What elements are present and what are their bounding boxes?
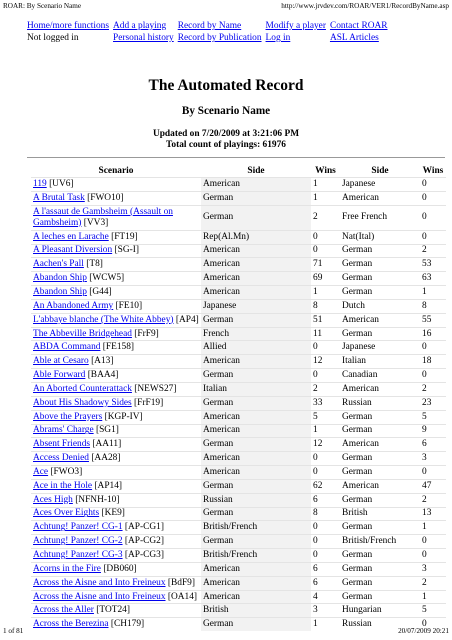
side2-cell: Russian: [340, 396, 420, 410]
side1-cell: American: [201, 244, 311, 258]
table-row: [31, 535, 446, 549]
wins1-cell: 11: [311, 327, 340, 341]
wins1-cell: 5: [311, 410, 340, 424]
table-row: [31, 410, 446, 424]
wins1-cell: 0: [311, 230, 340, 244]
scenario-link[interactable]: Able at Cesaro: [33, 356, 89, 367]
scenario-cell: [31, 466, 201, 480]
wins1-cell: 4: [311, 590, 340, 604]
side1-cell: American: [201, 562, 311, 576]
record-table: [31, 165, 446, 631]
side1-cell: American: [201, 258, 311, 272]
side2-cell: German: [340, 452, 420, 466]
wins2-cell: 16: [420, 327, 446, 341]
side1-cell: German: [201, 438, 311, 452]
scenario-link[interactable]: Aachen's Pall: [33, 259, 84, 270]
scenario-cell: [31, 521, 201, 535]
side1-cell: German: [201, 369, 311, 383]
updated-line: Updated on 7/20/2009 at 3:21:06 PM: [152, 129, 300, 139]
wins1-cell: 0: [311, 244, 340, 258]
scenario-code: [NEWS27]: [131, 383, 177, 394]
scenario-code: [AP-CG2]: [122, 536, 164, 547]
table-row: [31, 355, 446, 369]
side2-cell: German: [340, 521, 420, 535]
scenario-cell: [31, 299, 201, 313]
print-footer: [3, 627, 449, 638]
scenario-cell: [31, 230, 201, 244]
scenario-link[interactable]: A Brutal Task: [33, 192, 85, 203]
wins1-cell: 2: [311, 205, 340, 230]
table-row: [31, 191, 446, 205]
scenario-cell: [31, 507, 201, 521]
side1-cell: American: [201, 410, 311, 424]
scenario-code: [KGP-IV]: [102, 411, 143, 422]
scenario-link[interactable]: An Abandoned Army: [33, 300, 114, 311]
side1-cell: American: [201, 286, 311, 300]
wins2-cell: 23: [420, 396, 446, 410]
scenario-code: [FrF9]: [131, 328, 159, 339]
table-row: [31, 205, 446, 230]
col-scenario: Scenario: [98, 166, 134, 176]
scenario-code: [AA11]: [90, 439, 122, 450]
wins1-cell: 71: [311, 258, 340, 272]
side2-cell: American: [340, 191, 420, 205]
scenario-cell: [31, 604, 201, 618]
table-row: [31, 369, 446, 383]
page-title: The Automated Record: [148, 77, 304, 94]
side1-cell: German: [201, 618, 311, 631]
scenario-code: [T8]: [83, 259, 103, 270]
wins2-cell: 9: [420, 424, 446, 438]
scenario-cell: [31, 313, 201, 327]
scenario-code: [FT19]: [108, 231, 138, 242]
side2-cell: Nat(Ital): [340, 230, 420, 244]
nav-contact-link[interactable]: Contact ROAR: [329, 21, 388, 31]
side1-cell: German: [201, 507, 311, 521]
nav-personal-history-link[interactable]: Personal history: [113, 33, 174, 43]
wins2-cell: 63: [420, 272, 446, 286]
wins1-cell: 0: [311, 369, 340, 383]
side2-cell: German: [340, 272, 420, 286]
side1-cell: American: [201, 452, 311, 466]
wins1-cell: 6: [311, 576, 340, 590]
scenario-cell: [31, 382, 201, 396]
side1-cell: American: [201, 272, 311, 286]
table-row: [31, 562, 446, 576]
scenario-code: [SG-I]: [112, 245, 139, 256]
scenario-link[interactable]: Ace: [33, 466, 49, 477]
table-row: [31, 286, 446, 300]
table-header-row: [31, 165, 446, 178]
wins2-cell: 2: [420, 493, 446, 507]
wins2-cell: 0: [420, 230, 446, 244]
side2-cell: German: [340, 590, 420, 604]
side1-cell: British/French: [201, 521, 311, 535]
scenario-cell: [31, 410, 201, 424]
table-row: [31, 272, 446, 286]
wins1-cell: 8: [311, 507, 340, 521]
side2-cell: British: [340, 507, 420, 521]
scenario-cell: [31, 549, 201, 563]
side1-cell: American: [201, 178, 311, 192]
scenario-link[interactable]: About His Shadowy Sides: [33, 397, 132, 408]
table-row: [31, 313, 446, 327]
wins2-cell: 53: [420, 258, 446, 272]
side2-cell: German: [340, 424, 420, 438]
print-header-title: ROAR: By Scenario Name: [3, 2, 82, 10]
scenario-code: [FE10]: [113, 300, 143, 311]
wins1-cell: 62: [311, 479, 340, 493]
wins1-cell: 1: [311, 178, 340, 192]
scenario-link[interactable]: Abandon Ship: [33, 286, 87, 297]
side2-cell: Dutch: [340, 299, 420, 313]
scenario-code: [FWO3]: [48, 466, 83, 477]
scenario-cell: [31, 590, 201, 604]
nav-login-link[interactable]: Log in: [265, 33, 291, 43]
table-row: [31, 244, 446, 258]
side2-cell: American: [340, 313, 420, 327]
side1-cell: German: [201, 313, 311, 327]
table-row: [31, 178, 446, 192]
side1-cell: German: [201, 396, 311, 410]
scenario-code: [WCW5]: [86, 273, 125, 284]
side2-cell: German: [340, 327, 420, 341]
scenario-code: [KE9]: [99, 508, 125, 519]
scenario-link[interactable]: A l'assaut de Gambsheim (Assault on Gambsheim): [33, 206, 173, 228]
scenario-cell: [31, 191, 201, 205]
wins2-cell: 2: [420, 244, 446, 258]
wins2-cell: 0: [420, 549, 446, 563]
scenario-cell: [31, 178, 201, 192]
scenario-cell: [31, 244, 201, 258]
scenario-link[interactable]: Ace in the Hole: [33, 480, 93, 491]
wins1-cell: 6: [311, 493, 340, 507]
scenario-link[interactable]: An Aborted Counterattack: [33, 383, 132, 394]
count-line: Total count of playings: 61976: [166, 140, 286, 150]
side1-cell: German: [201, 205, 311, 230]
side2-cell: German: [340, 244, 420, 258]
scenario-code: [AP-CG1]: [122, 522, 164, 533]
wins2-cell: 0: [420, 191, 446, 205]
table-row: [31, 507, 446, 521]
wins1-cell: 6: [311, 562, 340, 576]
side2-cell: American: [340, 438, 420, 452]
wins2-cell: 1: [420, 521, 446, 535]
side2-cell: Hungarian: [340, 604, 420, 618]
nav-record-by-publication-link[interactable]: Record by Publication: [177, 33, 262, 43]
scenario-code: [NFNH-10]: [72, 494, 120, 505]
side2-cell: American: [340, 382, 420, 396]
wins2-cell: 0: [420, 369, 446, 383]
scenario-cell: [31, 493, 201, 507]
scenario-cell: [31, 369, 201, 383]
side2-cell: Russian: [340, 618, 420, 631]
table-body: [31, 178, 446, 632]
side2-cell: German: [340, 549, 420, 563]
table-row: [31, 576, 446, 590]
nav-home-link[interactable]: Home/more functions: [27, 21, 110, 31]
update-info: [0, 129, 452, 151]
scenario-cell: [31, 286, 201, 300]
col-wins2: Wins: [422, 166, 444, 176]
wins2-cell: 6: [420, 438, 446, 452]
side1-cell: Italian: [201, 382, 311, 396]
side2-cell: Japanese: [340, 178, 420, 192]
scenario-code: [CH179]: [108, 619, 145, 630]
scenario-link[interactable]: Across the Aisne and Into Freineux: [33, 591, 166, 602]
page-subtitle: By Scenario Name: [181, 105, 271, 117]
side1-cell: American: [201, 355, 311, 369]
side2-cell: Free French: [340, 205, 420, 230]
scenario-link[interactable]: Aces High: [33, 494, 73, 505]
side1-cell: American: [201, 576, 311, 590]
wins1-cell: 33: [311, 396, 340, 410]
table-row: [31, 479, 446, 493]
scenario-code: [BdF9]: [165, 577, 195, 588]
wins2-cell: 5: [420, 604, 446, 618]
wins1-cell: 0: [311, 549, 340, 563]
scenario-code: [OA14]: [165, 591, 198, 602]
wins2-cell: 18: [420, 355, 446, 369]
wins2-cell: 1: [420, 590, 446, 604]
table-row: [31, 452, 446, 466]
wins2-cell: 13: [420, 507, 446, 521]
side2-cell: German: [340, 493, 420, 507]
scenario-link[interactable]: Above the Prayers: [33, 411, 103, 422]
side1-cell: American: [201, 466, 311, 480]
side2-cell: German: [340, 576, 420, 590]
scenario-cell: [31, 327, 201, 341]
scenario-code: [BAA4]: [85, 370, 119, 381]
table-row: [31, 549, 446, 563]
wins1-cell: 8: [311, 299, 340, 313]
table-row: [31, 604, 446, 618]
scenario-code: [FWO10]: [84, 192, 124, 203]
scenario-cell: [31, 479, 201, 493]
table-row: [31, 341, 446, 355]
scenario-code: [AP4]: [173, 314, 199, 325]
wins1-cell: 0: [311, 521, 340, 535]
wins2-cell: 0: [420, 466, 446, 480]
side2-cell: German: [340, 562, 420, 576]
wins1-cell: 51: [311, 313, 340, 327]
wins2-cell: 0: [420, 618, 446, 631]
scenario-link[interactable]: Across the Aisne and Into Freineux: [33, 577, 166, 588]
wins1-cell: 12: [311, 355, 340, 369]
scenario-link[interactable]: Access Denied: [33, 453, 89, 464]
col-side1: Side: [247, 166, 265, 176]
scenario-link[interactable]: Across the Berezina: [33, 619, 109, 630]
scenario-code: [AP-CG3]: [122, 550, 164, 561]
scenario-link[interactable]: ABDA Command: [33, 342, 101, 353]
side1-cell: British: [201, 604, 311, 618]
scenario-cell: [31, 341, 201, 355]
wins1-cell: 0: [311, 466, 340, 480]
wins1-cell: 1: [311, 191, 340, 205]
scenario-cell: [31, 272, 201, 286]
scenario-link[interactable]: Absent Friends: [33, 439, 91, 450]
side1-cell: American: [201, 424, 311, 438]
scenario-cell: [31, 438, 201, 452]
wins1-cell: 0: [311, 452, 340, 466]
side1-cell: Russian: [201, 493, 311, 507]
wins1-cell: 1: [311, 424, 340, 438]
table-row: [31, 382, 446, 396]
print-header-url: http://www.jrvdev.com/ROAR/VER1/RecordByName.asp: [281, 2, 449, 10]
wins1-cell: 0: [311, 535, 340, 549]
wins2-cell: 0: [420, 535, 446, 549]
side2-cell: Italian: [340, 355, 420, 369]
scenario-code: [FE158]: [100, 342, 135, 353]
scenario-code: [G44]: [86, 286, 112, 297]
scenario-code: [TOT24]: [93, 605, 130, 616]
page-count: 1 of 81: [3, 627, 24, 635]
wins1-cell: 12: [311, 438, 340, 452]
side1-cell: German: [201, 191, 311, 205]
scenario-link[interactable]: Across the Aller: [33, 605, 94, 616]
table-row: [31, 424, 446, 438]
side1-cell: French: [201, 327, 311, 341]
wins1-cell: 2: [311, 382, 340, 396]
login-status: Not logged in: [27, 33, 79, 43]
side2-cell: Canadian: [340, 369, 420, 383]
wins2-cell: 5: [420, 410, 446, 424]
scenario-link[interactable]: Achtung! Panzer! CG-2: [33, 536, 123, 547]
scenario-cell: [31, 576, 201, 590]
side1-cell: Rep(Al.Mn): [201, 230, 311, 244]
nav-asl-articles-link[interactable]: ASL Articles: [329, 33, 379, 43]
side2-cell: German: [340, 466, 420, 480]
scenario-link[interactable]: Abandon Ship: [33, 273, 87, 284]
scenario-code: [A13]: [88, 356, 114, 367]
scenario-link[interactable]: A Pleasant Diversion: [33, 245, 113, 256]
table-row: [31, 230, 446, 244]
wins2-cell: 47: [420, 479, 446, 493]
table-row: [31, 396, 446, 410]
wins2-cell: 0: [420, 205, 446, 230]
table-row: [31, 590, 446, 604]
wins2-cell: 2: [420, 382, 446, 396]
scenario-code: [SG1]: [93, 425, 119, 436]
wins1-cell: 69: [311, 272, 340, 286]
side2-cell: Japanese: [340, 341, 420, 355]
scenario-code: [AA28]: [88, 453, 121, 464]
col-wins1: Wins: [315, 166, 336, 176]
side1-cell: British/French: [201, 549, 311, 563]
nav-modify-player-link[interactable]: Modify a player: [265, 21, 326, 31]
scenario-code: [AP14]: [92, 480, 123, 491]
table-row: [31, 466, 446, 480]
side2-cell: American: [340, 479, 420, 493]
scenario-link[interactable]: The Abbeville Bridgehead: [33, 328, 132, 339]
scenario-cell: [31, 535, 201, 549]
side1-cell: Allied: [201, 341, 311, 355]
print-timestamp: 20/07/2009 20:21: [398, 627, 449, 635]
divider: [27, 157, 445, 158]
scenario-link[interactable]: Achtung! Panzer! CG-1: [33, 522, 123, 533]
scenario-link[interactable]: A leches en Larache: [33, 231, 109, 242]
nav-add-playing-link[interactable]: Add a playing: [113, 21, 167, 31]
print-header: [3, 2, 449, 13]
table-row: [31, 299, 446, 313]
scenario-cell: [31, 424, 201, 438]
side2-cell: German: [340, 286, 420, 300]
scenario-code: [DB060]: [100, 563, 137, 574]
wins2-cell: 3: [420, 452, 446, 466]
side1-cell: Japanese: [201, 299, 311, 313]
side1-cell: German: [201, 479, 311, 493]
wins1-cell: 0: [311, 341, 340, 355]
wins2-cell: 0: [420, 178, 446, 192]
col-side2: Side: [371, 166, 389, 176]
scenario-cell: [31, 258, 201, 272]
scenario-link[interactable]: L'abbaye blanche (The White Abbey): [33, 314, 174, 325]
scenario-link[interactable]: Achtung! Panzer! CG-3: [33, 550, 123, 561]
scenario-link[interactable]: Acorns in the Fire: [33, 563, 101, 574]
wins2-cell: 0: [420, 341, 446, 355]
scenario-cell: [31, 452, 201, 466]
nav-table: [27, 20, 392, 44]
wins2-cell: 8: [420, 299, 446, 313]
scenario-link[interactable]: Able Forward: [33, 370, 86, 381]
wins1-cell: 3: [311, 604, 340, 618]
wins2-cell: 3: [420, 562, 446, 576]
wins1-cell: 1: [311, 286, 340, 300]
scenario-link[interactable]: Abrams' Charge: [33, 425, 94, 436]
wins2-cell: 2: [420, 576, 446, 590]
scenario-cell: [31, 205, 201, 230]
table-row: [31, 258, 446, 272]
table-row: [31, 327, 446, 341]
wins2-cell: 1: [420, 286, 446, 300]
table-row: [31, 438, 446, 452]
scenario-code: [UV6]: [46, 178, 74, 189]
wins2-cell: 55: [420, 313, 446, 327]
side2-cell: British/French: [340, 535, 420, 549]
scenario-code: [VV3]: [81, 217, 109, 228]
scenario-cell: [31, 396, 201, 410]
nav-record-by-name-link[interactable]: Record by Name: [177, 21, 242, 31]
scenario-cell: [31, 562, 201, 576]
scenario-link[interactable]: Aces Over Eights: [33, 508, 100, 519]
table-row: [31, 493, 446, 507]
scenario-link[interactable]: 119: [33, 178, 47, 189]
scenario-cell: [31, 355, 201, 369]
side1-cell: German: [201, 535, 311, 549]
side2-cell: German: [340, 258, 420, 272]
side1-cell: American: [201, 590, 311, 604]
wins1-cell: 1: [311, 618, 340, 631]
scenario-code: [FrF19]: [131, 397, 164, 408]
side2-cell: German: [340, 410, 420, 424]
table-row: [31, 521, 446, 535]
